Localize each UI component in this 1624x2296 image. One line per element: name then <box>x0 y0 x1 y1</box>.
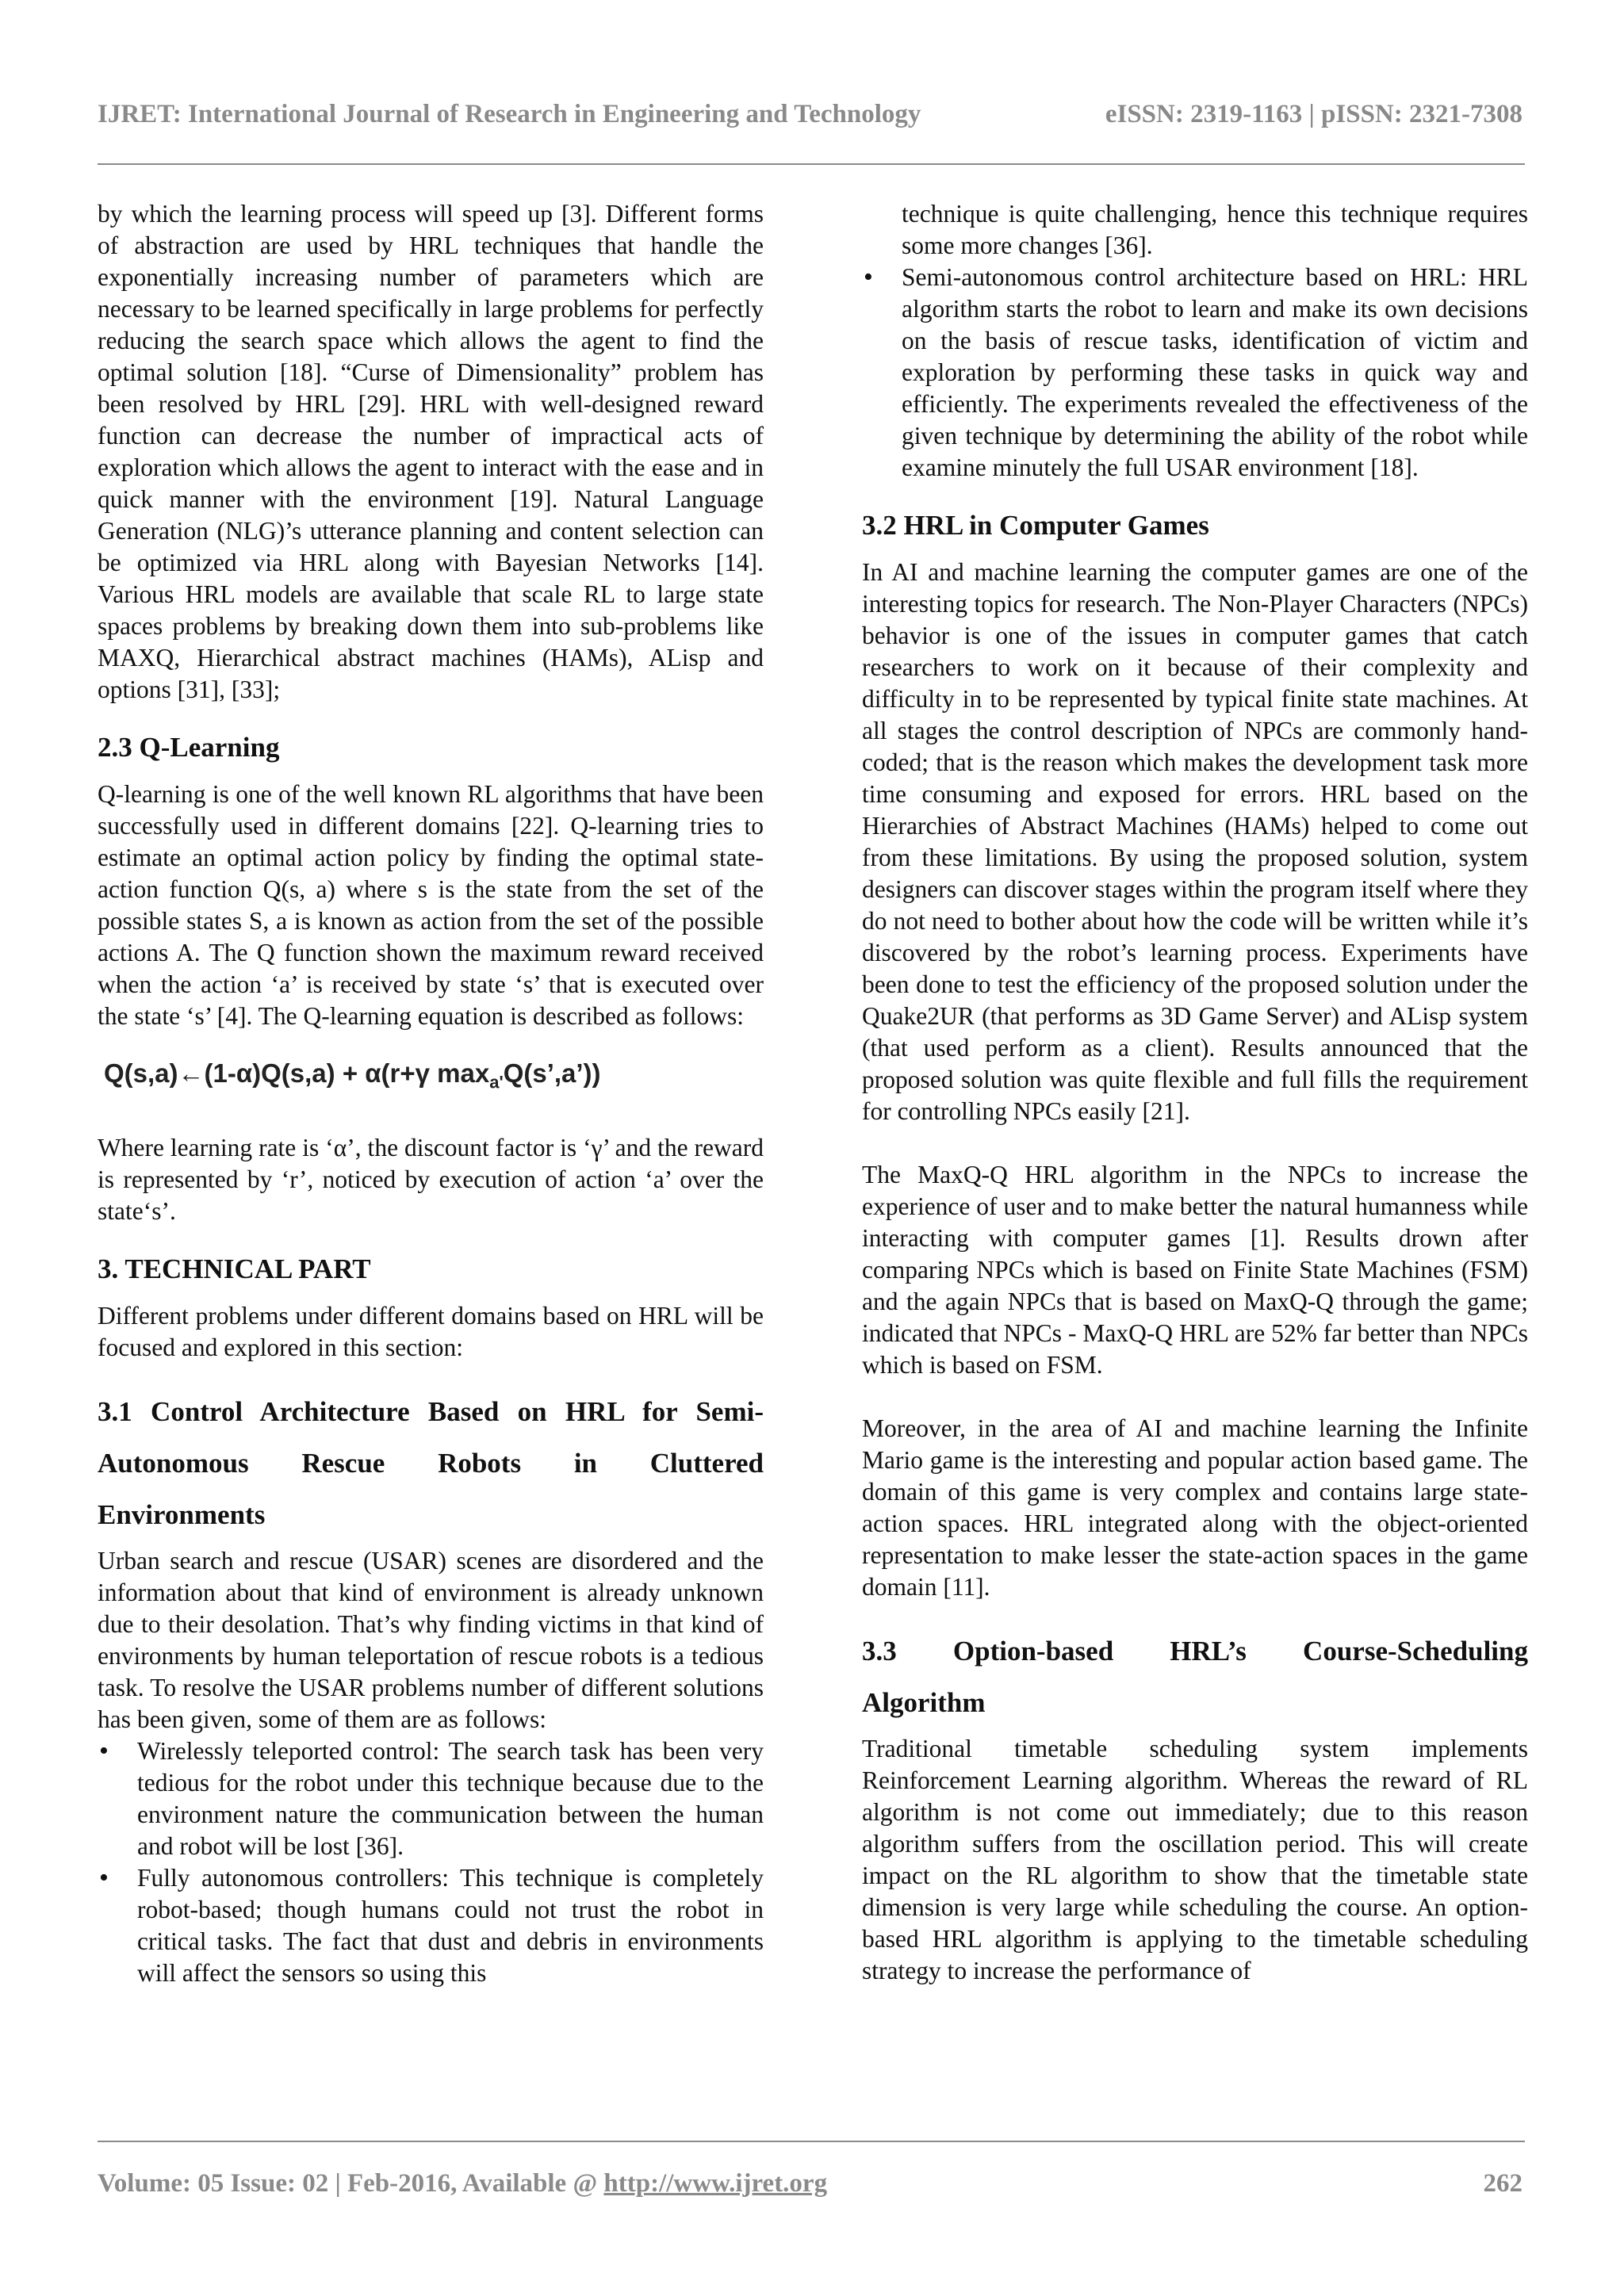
list-item: • Semi-autonomous control architecture based on HRL: HRL algorithm starts the robot to learn and make its own decisions on the basis of rescue tasks, identification of victim and exploration by performing these tasks in quick way and efficiently. The experiments revealed the effectiveness of the given technique by determining the ability of the robot while examine minutely the full USAR environment [18]. <box>862 262 1528 484</box>
header-rule <box>98 163 1525 165</box>
equation-subscript: a' <box>489 1072 504 1093</box>
section-3-2-paragraph-3: Moreover, in the area of AI and machine learning the Infinite Mario game is the interesting and popular action based game. The domain of this game is very complex and contains large state-action spaces. HRL integrated along with the object-oriented representation to make lesser the state-action spaces in the game domain [11]. <box>862 1414 1528 1601</box>
section-3-2-paragraph-1: In AI and machine learning the computer games are one of the interesting topics for research. The Non-Player Characters (NPCs) behavior is one of the issues in computer games that catch researchers to work on it because of their complexity and difficulty in to be represented by typical finite state machines. At all stages the control description of NPCs are commonly hand-coded; that is the reason which makes the development task more time consuming and exposed for errors. HRL based on the Hierarchies of Abstract Machines (HAMs) helped to come out from these limitations. By using the proposed solution, system designers can discover stages within the program itself where they do not need to bother about how the code will be written while it’s discovered by the robot’s learning process. Experiments have been done to test the efficiency of the proposed solution under the Quake2UR (that performs as 3D Game Server) and ALisp system (that used perform as a client). Results announced that the proposed solution was quite flexible and full fills the requirement for controlling NPCs easily [21]. <box>862 558 1528 1125</box>
section-3-2-paragraph-2: The MaxQ-Q HRL algorithm in the NPCs to increase the experience of user and to make better the natural humanness while interacting with computer games [1]. Results drown after comparing NPCs which is based on Finite State Machines (FSM) and the again NPCs that is based on MaxQ-Q through the game; indicated that NPCs - MaxQ-Q HRL are 52% far better than NPCs which is based on FSM. <box>862 1161 1528 1379</box>
equation-rhs: Q(s’,a’)) <box>503 1058 601 1088</box>
rescue-bullet-list <box>98 1735 764 1989</box>
footer-rule <box>98 2141 1525 2142</box>
list-item: • Wirelessly teleported control: The search task has been very tedious for the robot under this technique because due to the environment nature the communication between the human and robot will be lost [36]. <box>98 1735 764 1862</box>
journal-link[interactable]: http://www.ijret.org <box>603 2169 828 2198</box>
section-3-heading: 3. TECHNICAL PART <box>98 1253 371 1284</box>
right-column <box>862 198 1528 1987</box>
equation-lhs: Q(s,a)←(1-α)Q(s,a) + α(r+γ max <box>104 1058 490 1088</box>
section-3-3-heading-line2: Algorithm <box>862 1687 986 1718</box>
section-3-paragraph: Different problems under different domains based on HRL will be focused and explored in this section: <box>98 1301 764 1361</box>
rescue-bullet-list-continued <box>862 262 1528 484</box>
volume-text: Volume: 05 Issue: 02 | Feb-2016, Available @ <box>98 2169 604 2198</box>
section-3-3-paragraph: Traditional timetable scheduling system implements Reinforcement Learning algorithm. Whereas the reward of RL algorithm is not come out immediately; due to this reason algorithm suffers from the oscillation period. This will create impact on the RL algorithm to show that the timetable state dimension is very large while scheduling the course. An option-based HRL algorithm is applying to the timetable scheduling strategy to increase the performance of <box>862 1735 1528 1984</box>
section-2-3-paragraph: Q-learning is one of the well known RL algorithms that have been successfully used in different domains [22]. Q-learning tries to estimate an optimal action policy by finding the optimal state-action function Q(s, a) where s is the state from the set of the possible states S, a is known as action from the set of the possible actions A. The Q function shown the maximum reward received when the action ‘a’ is received by state ‘s’ that is executed over the state ‘s’ [4]. The Q-learning equation is described as follows: <box>98 780 764 1030</box>
page-header <box>98 95 1525 135</box>
intro-paragraph: by which the learning process will speed up [3]. Different forms of abstraction are used by HRL techniques that handle the exponentially increasing number of parameters which are necessary to be learned specifically in large problems for perfectly reducing the search space which allows the agent to find the optimal solution [18]. “Curse of Dimensionality” problem has been resolved by HRL [29]. HRL with well-designed reward function can decrease the number of impractical acts of exploration which allows the agent to interact with the ease and in quick manner with the environment [19]. Natural Language Generation (NLG)’s utterance planning and content selection can be optimized via HRL along with Bayesian Networks [14]. Various HRL models are available that scale RL to large state spaces problems by breaking down them into sub-problems like MAXQ, Hierarchical abstract machines (HAMs), ALisp and options [31], [33]; <box>98 200 764 703</box>
page-footer <box>98 2169 1525 2209</box>
page-number: 262 <box>1483 2169 1522 2198</box>
volume-info <box>98 2169 827 2198</box>
q-learning-equation <box>98 1058 764 1099</box>
list-item: • Fully autonomous controllers: This technique is completely robot-based; though humans could not trust the robot in critical tasks. The fact that dust and debris in environments will affect the sensors so using this <box>98 1862 764 1989</box>
section-3-3-heading-line1: 3.3 Option-based HRL’s Course-Scheduling <box>862 1636 1528 1667</box>
where-paragraph: Where learning rate is ‘α’, the discount factor is ‘γ’ and the reward is represented by ‘r’, noticed by execution of action ‘a’ over the state‘s’. <box>98 1133 764 1225</box>
section-3-2-heading: 3.2 HRL in Computer Games <box>862 510 1209 541</box>
section-3-1-heading-line2: Autonomous Rescue Robots in Cluttered <box>98 1447 764 1479</box>
section-2-3-heading: 2.3 Q-Learning <box>98 732 280 763</box>
journal-title: IJRET: International Journal of Research in Engineering and Technology <box>98 100 921 128</box>
left-column <box>98 198 764 1989</box>
section-3-1-paragraph: Urban search and rescue (USAR) scenes are disordered and the information about that kind of environment is already unknown due to their desolation. That’s why finding victims in that kind of environments by human teleportation of rescue robots is a tedious task. To resolve the USAR problems number of different solutions has been given, some of them are as follows: <box>98 1546 764 1733</box>
bullet-continuation: technique is quite challenging, hence this technique requires some more changes [36]. <box>902 200 1528 259</box>
issn-info: eISSN: 2319-1163 | pISSN: 2321-7308 <box>1105 100 1522 128</box>
section-3-1-heading-line3: Environments <box>98 1498 266 1530</box>
section-3-1-heading-line1: 3.1 Control Architecture Based on HRL for Semi- <box>98 1395 764 1427</box>
